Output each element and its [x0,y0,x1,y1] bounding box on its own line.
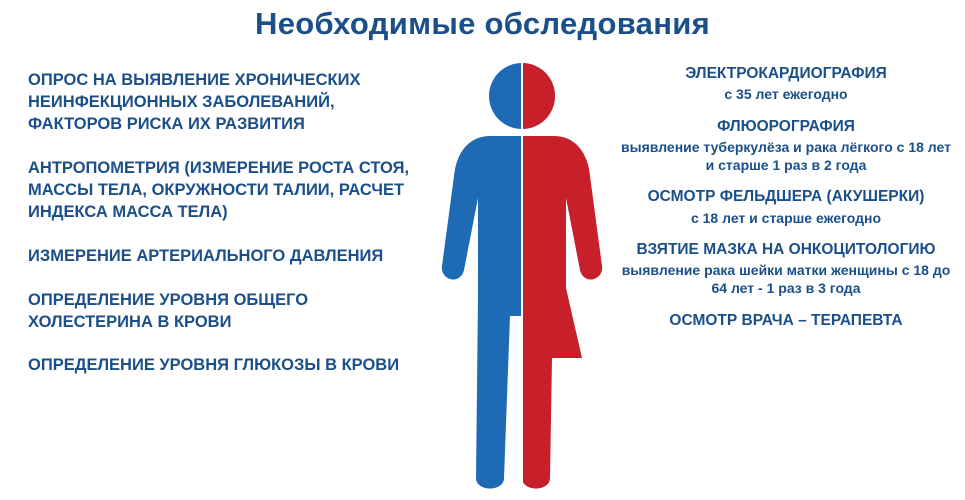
examination-title: ОПРЕДЕЛЕНИЕ УРОВНЯ ГЛЮКОЗЫ В КРОВИ [28,356,400,375]
page-title: Необходимые обследования [255,6,710,41]
examination-title: ОПРЕДЕЛЕНИЕ УРОВНЯ ОБЩЕГО ХОЛЕСТЕРИНА В КРОВИ [28,290,309,331]
examination-subtitle: выявление рака шейки матки женщины с 18 до 64 лет - 1 раз в 3 года [621,262,951,297]
male-female-silhouette-icon [432,58,612,498]
list-item [621,117,951,175]
list-item [621,311,951,330]
examination-title: АНТРОПОМЕТРИЯ (ИЗМЕРЕНИЕ РОСТА СТОЯ, МАССЫ ТЕЛА, ОКРУЖНОСТИ ТАЛИИ, РАСЧЕТ ИНДЕКСА МАССА ТЕЛА) [28,158,410,221]
examination-title: ОПРОС НА ВЫЯВЛЕНИЕ ХРОНИЧЕСКИХ НЕИНФЕКЦИОННЫХ ЗАБОЛЕВАНИЙ, ФАКТОРОВ РИСКА ИХ РАЗВИТИЯ [28,71,361,133]
examination-title: ВЗЯТИЕ МАЗКА НА ОНКОЦИТОЛОГИЮ [636,240,936,258]
examination-title: ИЗМЕРЕНИЕ АРТЕРИАЛЬНОГО ДАВЛЕНИЯ [28,246,384,265]
list-item [28,246,428,268]
right-examination-list [621,64,951,343]
examination-title: ФЛЮОРОГРАФИЯ [717,117,855,135]
list-item [621,187,951,227]
list-item [28,158,428,224]
examination-title: ОСМОТР ВРАЧА – ТЕРАПЕВТА [669,311,903,329]
list-item [28,290,428,334]
examination-subtitle: с 18 лет и старше ежегодно [690,209,882,226]
list-item [621,240,951,298]
examination-title: ОСМОТР ФЕЛЬДШЕРА (АКУШЕРКИ) [647,188,925,206]
examination-subtitle: с 35 лет ежегодно [724,86,848,103]
examination-title: ЭЛЕКТРОКАРДИОГРАФИЯ [685,65,887,82]
examination-subtitle: выявление туберкулёза и рака лёгкого с 18 лет и старше 1 раз в 2 года [621,138,951,174]
list-item [621,64,951,104]
list-item [28,70,428,136]
left-examination-list [28,70,428,399]
list-item [28,355,428,377]
